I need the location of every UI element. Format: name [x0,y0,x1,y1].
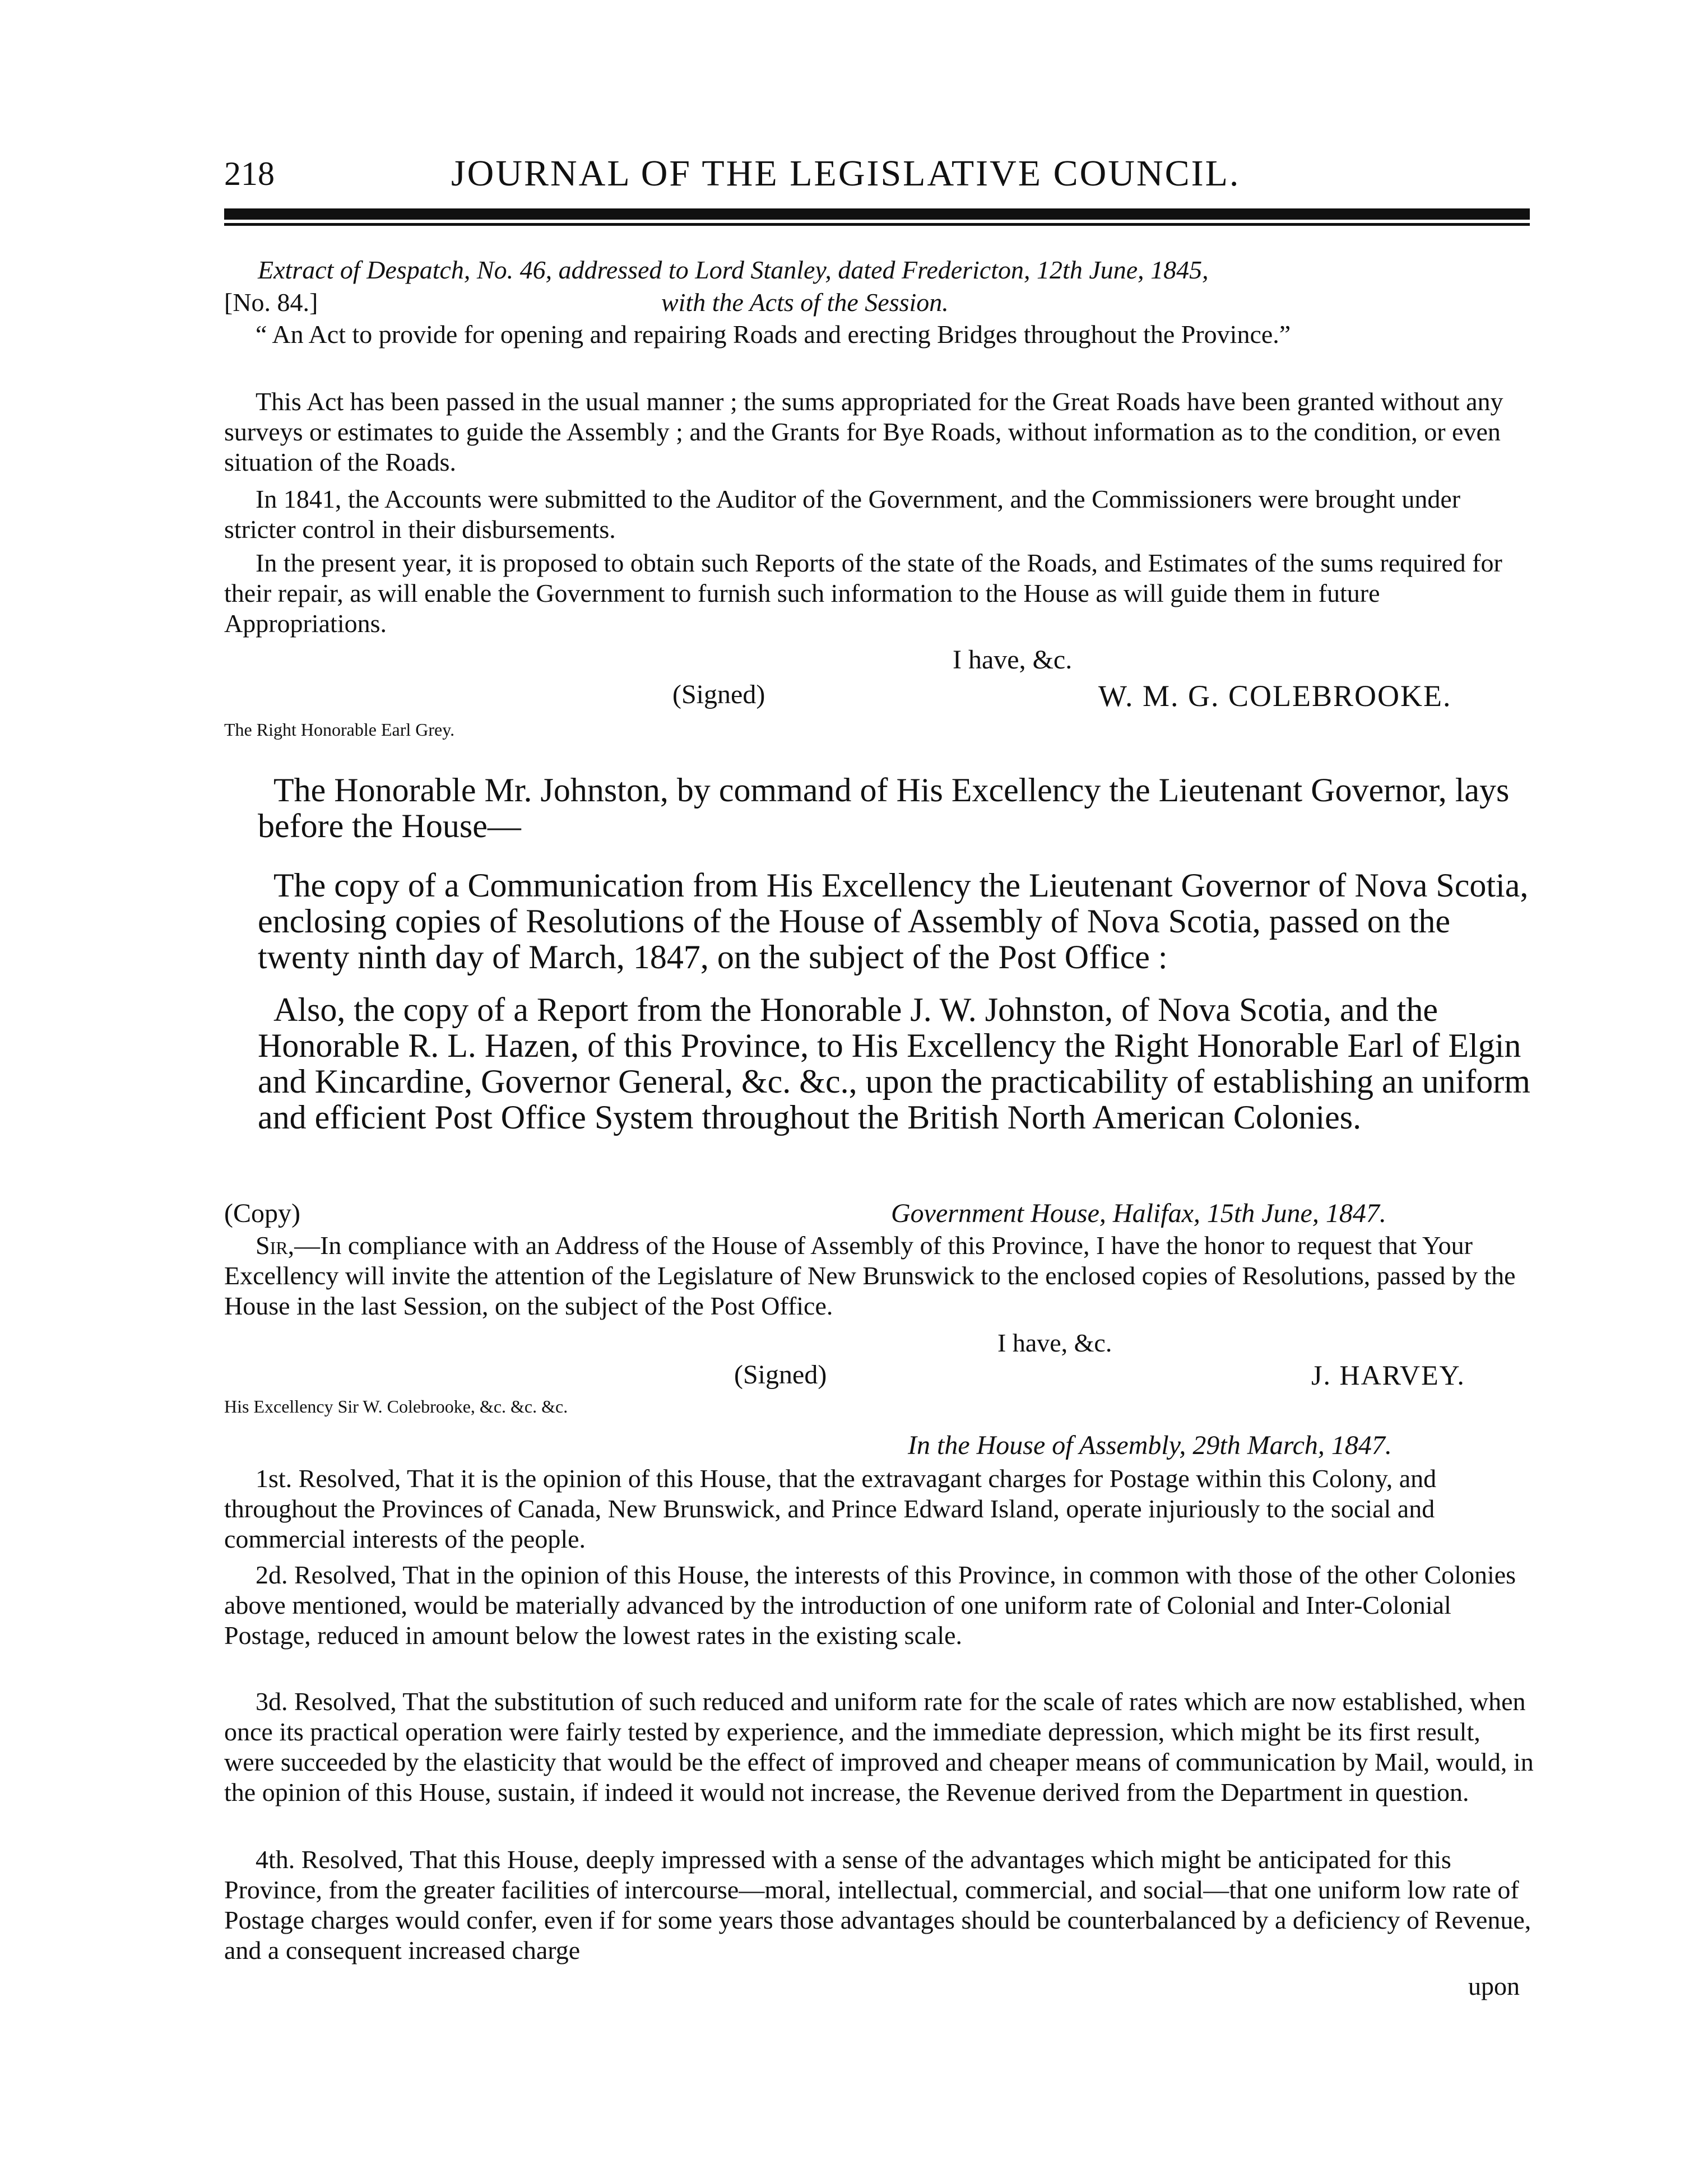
resolution-item: 2d. Resolved, That in the opinion of this House, the interests of this Province, in common with those of the other Colonies above mentioned, would be materially advanced by the introduction of one uniform rate of Colonial and Inter-Colonial Postage, reduced in amount below the lowest rates in the existing scale. [224,1560,1516,1650]
letter-body [224,1230,1535,1321]
despatch-addressee: The Right Honorable Earl Grey. [224,719,455,740]
proceedings-paragraph: Also, the copy of a Report from the Honorable J. W. Johnston, of Nova Scotia, and the Honorable R. L. Hazen, of this Province, to His Excellency the Right Honorable Earl of Elgin and Kincardine, Governor General, &c. &c., upon the practicability of establishing an uniform and efficient Post Office System throughout the British North American Colonies. [258,991,1530,1136]
proceedings-paragraph: The copy of a Communication from His Excellency the Lieutenant Governor of Nova Scotia, enclosing copies of Resolutions of the House of Assembly of Nova Scotia, passed on the twenty ninth day of March, 1847, on the subject of the Post Office : [258,867,1529,976]
despatch-paragraph: In 1841, the Accounts were submitted to the Auditor of the Government, and the Commissioners were brought under stricter control in their disbursements. [224,485,1461,544]
letter-dateline: Government House, Halifax, 15th June, 1847. [891,1199,1386,1228]
despatch-closing: I have, &c. [953,645,1073,675]
catchword: upon [1468,1972,1520,2000]
letter-salutation: Sir, [256,1231,295,1260]
page-number: 218 [224,155,275,192]
letter-signatory: J. HARVEY. [1311,1359,1465,1391]
copy-label: (Copy) [224,1199,300,1228]
resolution-item: 3d. Resolved, That the substitution of such reduced and uniform rate for the scale of rates which are now established, when once its practical operation were fairly tested by experience, and the immediate depression, which might be its first result, were succeeded by the elasticity that would be the effect of improved and cheaper means of communication by Mail, would, in the opinion of this House, sustain, if indeed it would not increase, the Revenue derived from the Department in question. [224,1687,1534,1806]
despatch-ref-no: [No. 84.] [224,288,318,317]
header-rule-thick [224,208,1530,220]
page-header [224,151,1530,196]
proceedings-paragraph: The Honorable Mr. Johnston, by command of His Excellency the Lieutenant Governor, lays before the House— [258,772,1510,844]
despatch-signatory: W. M. G. COLEBROOKE. [1098,679,1452,713]
despatch-paragraph: In the present year, it is proposed to obtain such Reports of the state of the Roads, and Estimates of the sums required for their repair, as will enable the Government to furnish such information to the House as will guide them in future Appropriations. [224,549,1502,638]
despatch-signed-label: (Signed) [672,680,765,709]
act-title: “ An Act to provide for opening and repairing Roads and erecting Bridges throughout the Province.” [256,320,1291,349]
resolution-item: 1st. Resolved, That it is the opinion of this House, that the extravagant charges for Postage within this Colony, and throughout the Provinces of Canada, New Brunswick, and Prince Edward Island, operate injuriously to the social and commercial interests of the people. [224,1464,1437,1553]
letter-addressee: His Excellency Sir W. Colebrooke, &c. &c. &c. [224,1396,568,1416]
letter-signed-label: (Signed) [734,1360,827,1390]
journal-title: JOURNAL OF THE LEGISLATIVE COUNCIL. [451,153,1241,194]
despatch-heading: Extract of Despatch, No. 46, addressed to Lord Stanley, dated Fredericton, 12th June, 1845, [258,256,1209,284]
letter-closing: I have, &c. [997,1329,1112,1357]
despatch-paragraph: This Act has been passed in the usual manner ; the sums appropriated for the Great Roads have been granted without any surveys or estimates to guide the Assembly ; and the Grants for Bye Roads, without information as to the condition, or even situation of the Roads. [224,387,1503,476]
header-rule-thin [224,223,1530,226]
letter-text: —In compliance with an Address of the House of Assembly of this Province, I have the honor to request that Your Excellency will invite the attention of the Legislature of New Brunswick to the enclosed copies of Resolutions, passed by the House in the last Session, on the subject of the Post Office. [224,1231,1516,1320]
despatch-heading-sub: with the Acts of the Session. [661,288,949,317]
resolution-item: 4th. Resolved, That this House, deeply impressed with a sense of the advantages which might be anticipated for this Province, from the greater facilities of intercourse—moral, intellectual, commercial, and social—that one uniform low rate of Postage charges would confer, even if for some years those advantages should be counterbalanced by a deficiency of Revenue, and a consequent increased charge [224,1845,1531,1964]
resolutions-dateline: In the House of Assembly, 29th March, 1847. [908,1430,1392,1460]
